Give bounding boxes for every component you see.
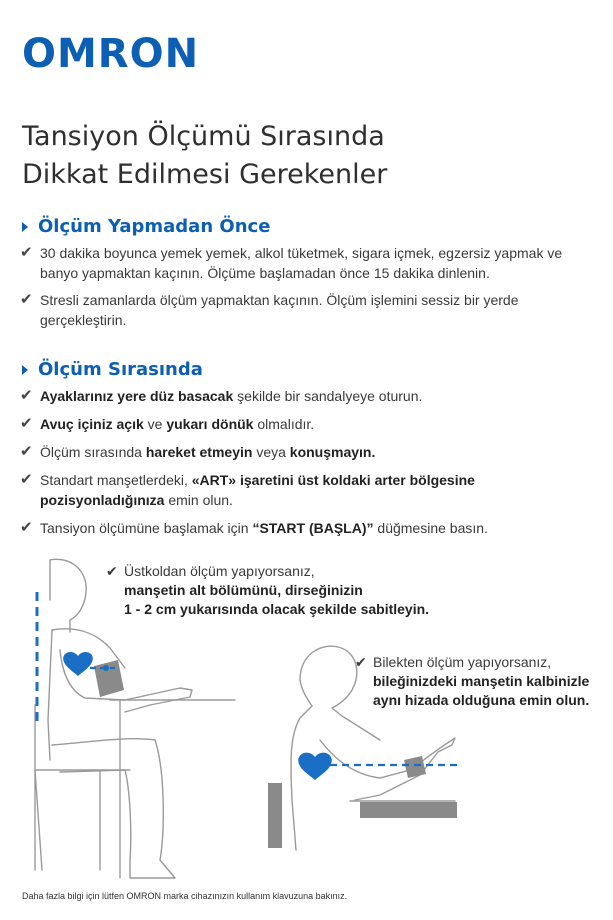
check-icon: ✔	[20, 387, 33, 404]
during-item-4-pre: Standart manşetlerdeki,	[40, 472, 192, 488]
before-item-2-text: Stresli zamanlarda ölçüm yapmaktan kaçının. Ölçüm işlemini sessiz bir yerde gerçekleştirin.	[40, 292, 519, 328]
check-icon: ✔	[20, 415, 33, 432]
wrist-line-1: Bilekten ölçüm yapıyorsanız,	[373, 654, 552, 670]
during-item-3-bold-1: hareket etmeyin	[145, 444, 253, 460]
section-before-title: Ölçüm Yapmadan Önce	[38, 216, 271, 237]
during-item-5-rest: düğmesine basın.	[373, 520, 488, 536]
before-item-1-text: 30 dakika boyunca yemek yemek, alkol tüketmek, sigara içmek, egzersiz yapmak ve banyo yapmaktan kaçının. Ölçüme başlamadan önce 15 dakika dinlenin.	[40, 245, 563, 281]
check-icon: ✔	[355, 654, 367, 670]
section-during-title: Ölçüm Sırasında	[38, 359, 203, 380]
check-icon: ✔	[20, 519, 33, 536]
during-item-3-mid: veya	[252, 444, 290, 460]
cuff-marker	[103, 665, 109, 671]
wrist-line-2: bileğinizdeki manşetin kalbinizle	[373, 673, 590, 689]
during-item-2-mid: ve	[143, 416, 167, 432]
during-item-5-pre: Tansiyon ölçümüne başlamak için	[40, 520, 253, 536]
upper-arm-line-2: manşetin alt bölümünü, dirseğinizin	[124, 582, 363, 598]
check-icon: ✔	[20, 244, 33, 261]
title-line-2: Dikkat Edilmesi Gerekenler	[22, 159, 388, 190]
during-item-1-bold: Ayaklarınız yere düz basacak	[40, 388, 234, 404]
during-item-2-bold-2: yukarı dönük	[166, 416, 254, 432]
during-item-1-rest: şekilde bir sandalyeye oturun.	[233, 388, 423, 404]
during-item-2-rest: olmalıdır.	[253, 416, 315, 432]
upper-arm-instruction	[106, 562, 429, 619]
wrist-line-3: aynı hizada olduğuna emin olun.	[373, 692, 590, 708]
footnote: Daha fazla bilgi için lütfen OMRON marka cihazınızın kullanım klavuzuna bakınız.	[22, 891, 348, 901]
desk-block	[360, 802, 457, 818]
wrist-cuff	[404, 756, 426, 778]
during-item-5-bold: “START (BAŞLA)”	[252, 520, 374, 536]
wrist-instruction	[355, 653, 605, 710]
omron-logo: OMRON	[22, 31, 200, 77]
check-icon: ✔	[20, 471, 33, 488]
during-item-3-bold-2: konuşmayın.	[289, 444, 376, 460]
during-item-4-rest: emin olun.	[164, 492, 233, 508]
title-line-1: Tansiyon Ölçümü Sırasında	[22, 121, 385, 152]
during-item-2-bold-1: Avuç içiniz açık	[40, 416, 144, 432]
chair-back	[268, 783, 282, 848]
upper-arm-line-3: 1 - 2 cm yukarısında olacak şekilde sabitleyin.	[124, 601, 430, 617]
check-icon: ✔	[20, 443, 33, 460]
upper-arm-line-1: Üstkoldan ölçüm yapıyorsanız,	[124, 563, 315, 579]
check-icon: ✔	[106, 563, 118, 579]
heart-icon	[63, 652, 93, 676]
during-item-3-pre: Ölçüm sırasında	[40, 444, 146, 460]
upper-arm-cuff	[94, 660, 124, 697]
check-icon: ✔	[20, 291, 33, 308]
heart-icon	[298, 753, 331, 780]
during-item-4-bold: «ART» işaretini üst koldaki arter bölgesine pozisyonladığınıza	[40, 472, 475, 508]
